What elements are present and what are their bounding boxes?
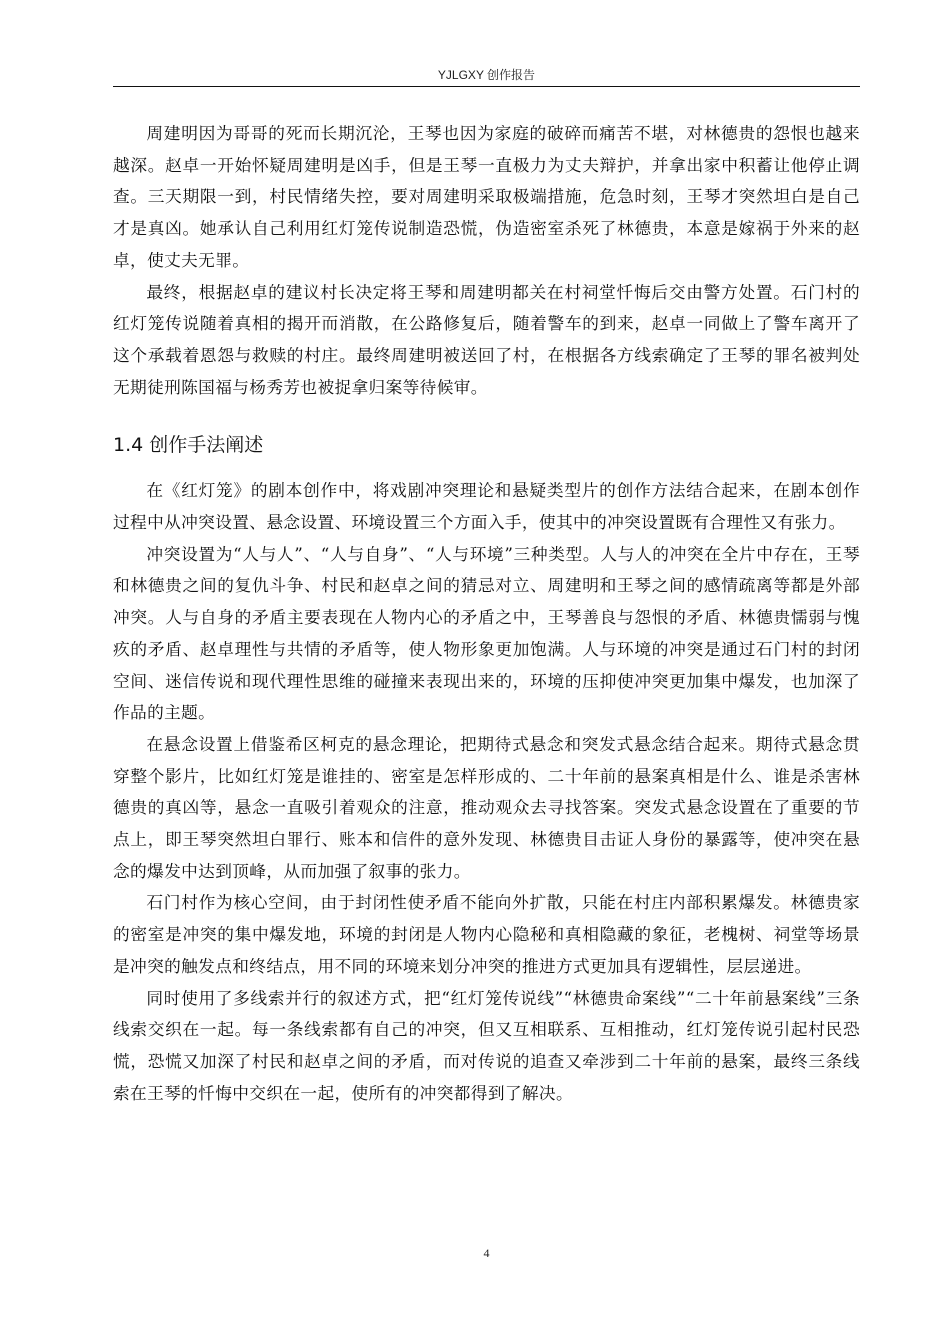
body-paragraph: 同时使用了多线索并行的叙述方式，把“红灯笼传说线”“林德贵命案线”“二十年前悬案线”三条线索交织在一起。每一条线索都有自己的冲突，但又互相联系、互相推动，红灯笼传说引起村民恐慌，恐慌又加深了村民和赵卓之间的矛盾，而对传说的追查又牵涉到二十年前的悬案，最终三条线索在王琴的忏悔中交织在一起，使所有的冲突都得到了解决。 — [113, 987, 860, 1103]
spacer — [113, 403, 860, 431]
page-number: 4 — [483, 1246, 490, 1260]
body-paragraph: 石门村作为核心空间，由于封闭性使矛盾不能向外扩散，只能在村庄内部积累爆发。林德贵家的密室是冲突的集中爆发地，环境的封闭是人物内心隐秘和真相隐藏的象征，老槐树、祠堂等场景是冲突的触发点和终结点，用不同的环境来划分冲突的推进方式更加具有逻辑性，层层递进。 — [113, 892, 860, 976]
spacer — [113, 459, 860, 475]
body-paragraph: 在《红灯笼》的剧本创作中，将戏剧冲突理论和悬疑类型片的创作方法结合起来，在剧本创作过程中从冲突设置、悬念设置、环境设置三个方面入手，使其中的冲突设置既有合理性又有张力。 — [113, 480, 860, 533]
page-body — [113, 118, 860, 1109]
body-paragraph: 周建明因为哥哥的死而长期沉沦，王琴也因为家庭的破碎而痛苦不堪，对林德贵的怨恨也越来越深。赵卓一开始怀疑周建明是凶手，但是王琴一直极力为丈夫辩护，并拿出家中积蓄让他停止调查。三天期限一到，村民情绪失控，要对周建明采取极端措施，危急时刻，王琴才突然坦白是自己才是真凶。她承认自己利用红灯笼传说制造恐慌，伪造密室杀死了林德贵，本意是嫁祸于外来的赵卓，使丈夫无罪。 — [113, 123, 860, 270]
body-paragraph: 最终，根据赵卓的建议村长决定将王琴和周建明都关在村祠堂忏悔后交由警方处置。石门村的红灯笼传说随着真相的揭开而消散，在公路修复后，随着警车的到来，赵卓一同做上了警车离开了这个承载着恩怨与救赎的村庄。最终周建明被送回了村，在根据各方线索确定了王琴的罪名被判处无期徒刑陈国福与杨秀芳也被捉拿归案等待候审。 — [113, 281, 860, 397]
running-header: YJLGXY 创作报告 — [437, 68, 536, 82]
section-heading: 1.4 创作手法阐述 — [113, 434, 264, 457]
header-divider — [113, 86, 860, 87]
body-paragraph: 在悬念设置上借鉴希区柯克的悬念理论，把期待式悬念和突发式悬念结合起来。期待式悬念贯穿整个影片，比如红灯笼是谁挂的、密室是怎样形成的、二十年前的悬案真相是什么、谁是杀害林德贵的真凶等，悬念一直吸引着观众的注意，推动观众去寻找答案。突发式悬念设置在了重要的节点上，即王琴突然坦白罪行、账本和信件的意外发现、林德贵目击证人身份的暴露等，使冲突在悬念的爆发中达到顶峰，从而加强了叙事的张力。 — [113, 733, 860, 881]
body-paragraph: 冲突设置为“人与人”、“人与自身”、“人与环境”三种类型。人与人的冲突在全片中存在，王琴和林德贵之间的复仇斗争、村民和赵卓之间的猜忌对立、周建明和王琴之间的感情疏离等都是外部冲突。人与自身的矛盾主要表现在人物内心的矛盾之中，王琴善良与怨恨的矛盾、林德贵懦弱与愧疚的矛盾、赵卓理性与共情的矛盾等，使人物形象更加饱满。人与环境的冲突是通过石门村的封闭空间、迷信传说和现代理性思维的碰撞来表现出来的，环境的压抑使冲突更加集中爆发，也加深了作品的主题。 — [113, 543, 860, 723]
